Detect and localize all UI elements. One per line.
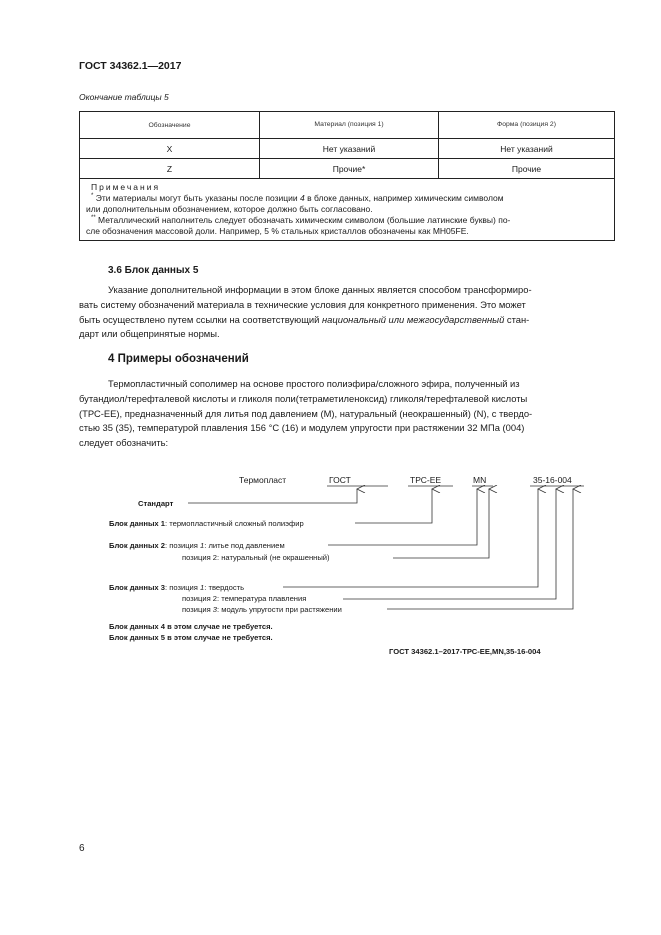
- block-1-text: : термопластичный сложный полиэфир: [165, 519, 304, 528]
- block-4-note: Блок данных 4 в этом случае не требуется.: [109, 622, 273, 631]
- label-thermoplast: Термопласт: [239, 475, 287, 485]
- block-2-pos-2: позиция 2: натуральный (не окрашенный): [182, 553, 330, 562]
- block-2-text: : литье под давлением: [204, 541, 285, 550]
- notes-title: Примечания: [91, 182, 161, 192]
- table-continuation-caption: Окончание таблицы 5: [79, 92, 169, 102]
- cell-form: Прочие: [439, 159, 615, 179]
- label-tpc-ee: ТРС-ЕЕ: [410, 475, 442, 485]
- paragraph-line: дарт или общепринятые нормы.: [79, 328, 220, 340]
- paragraph-text: быть осуществлено путем ссылки на соответствующий: [79, 313, 323, 325]
- section-4-title: 4 Примеры обозначений: [108, 353, 249, 365]
- block-3-pos-3-n: 3: [212, 605, 218, 614]
- block-2-label: Блок данных 2: [109, 541, 165, 550]
- label-gost: ГОСТ: [329, 475, 351, 485]
- paragraph-line: Указание дополнительной информации в этом блоке данных является способом трансформиро-: [108, 284, 532, 295]
- header-form-text: Форма (позиция 2): [497, 121, 556, 128]
- header-material-text: Материал (позиция 1): [314, 121, 384, 128]
- note-1-line-2: или дополнительным обозначением, которое должно быть согласовано.: [86, 204, 373, 214]
- section-3-6-title: 3.6 Блок данных 5: [108, 265, 199, 276]
- block-3-pos-3: [182, 605, 342, 614]
- block-1-line: [109, 519, 304, 528]
- block-2-line: [109, 541, 285, 550]
- cell-designation: X: [80, 139, 260, 159]
- block-3-pos-2: позиция 2: температура плавления: [182, 594, 307, 603]
- paragraph-line: Термопластичный сополимер на основе простого полиэфира/сложного эфира, полученный из: [108, 378, 520, 389]
- block-3-pos: 1: [200, 583, 205, 592]
- paragraph-line: стью 35 (35), температурой плавления 156 °С (16) и модулем упругости при растяжении 32 МПа (004): [79, 422, 525, 434]
- header-designation: Обозначение: [80, 112, 260, 139]
- block-3-pos-3-a: позиция: [182, 605, 213, 614]
- block-1-label: Блок данных 1: [109, 519, 165, 528]
- paragraph-line: вать систему обозначений материала в технические условия для конкретного применения. Это может: [79, 298, 526, 310]
- block-3-text: : твердость: [204, 583, 245, 592]
- block-2-text: : позиция: [165, 541, 201, 550]
- note-1-text-a: Эти материалы могут быть указаны после позиции: [95, 193, 301, 203]
- note-1-position: 4: [300, 193, 305, 203]
- page-number: 6: [79, 843, 85, 854]
- paragraph-line: бутандиол/терефталевой кислоты и гликоля поли(тетраметиленоксид) гликоля/терефталевой кислоты: [79, 392, 528, 404]
- cell-material: Прочие*: [260, 159, 439, 179]
- result-designation: ГОСТ 34362.1–2017-ТРС-ЕЕ,MN,35-16-004: [389, 647, 541, 656]
- note-1-text-b: в блоке данных, например химическим символом: [304, 193, 504, 203]
- paragraph-italic: национальный или межгосударственный: [322, 313, 505, 325]
- block-5-note: Блок данных 5 в этом случае не требуется.: [109, 633, 273, 642]
- label-35-16-004: 35-16-004: [533, 475, 572, 485]
- block-2-pos: 1: [200, 541, 205, 550]
- paragraph-line: (ТРС-ЕЕ), предназначенный для литья под давлением (М), натуральный (неокрашенный) (N), с твердо-: [79, 407, 533, 419]
- label-mn: MN: [473, 475, 487, 485]
- note-2-line-2: сле обозначения массовой доли. Например, 5 % стальных кристаллов обозначены как MH05FE.: [86, 226, 469, 236]
- block-3-pos-3-b: : модуль упругости при растяжении: [217, 605, 342, 614]
- paragraph-text: стан-: [504, 313, 530, 325]
- block-3-text: : позиция: [165, 583, 201, 592]
- standard-label: Стандарт: [138, 499, 174, 508]
- paragraph-line: следует обозначить:: [79, 437, 169, 449]
- cell-form: Нет указаний: [439, 139, 615, 159]
- document-code: ГОСТ 34362.1—2017: [79, 60, 182, 72]
- cell-designation: Z: [80, 159, 260, 179]
- block-3-line: [109, 583, 244, 592]
- cell-material: Нет указаний: [260, 139, 439, 159]
- footnote-marker: **: [91, 215, 96, 221]
- block-3-label: Блок данных 3: [109, 583, 165, 592]
- footnote-marker: *: [91, 193, 94, 199]
- note-2-text: Металлический наполнитель следует обозначать химическим символом (большие латинские буквы) по-: [98, 215, 511, 225]
